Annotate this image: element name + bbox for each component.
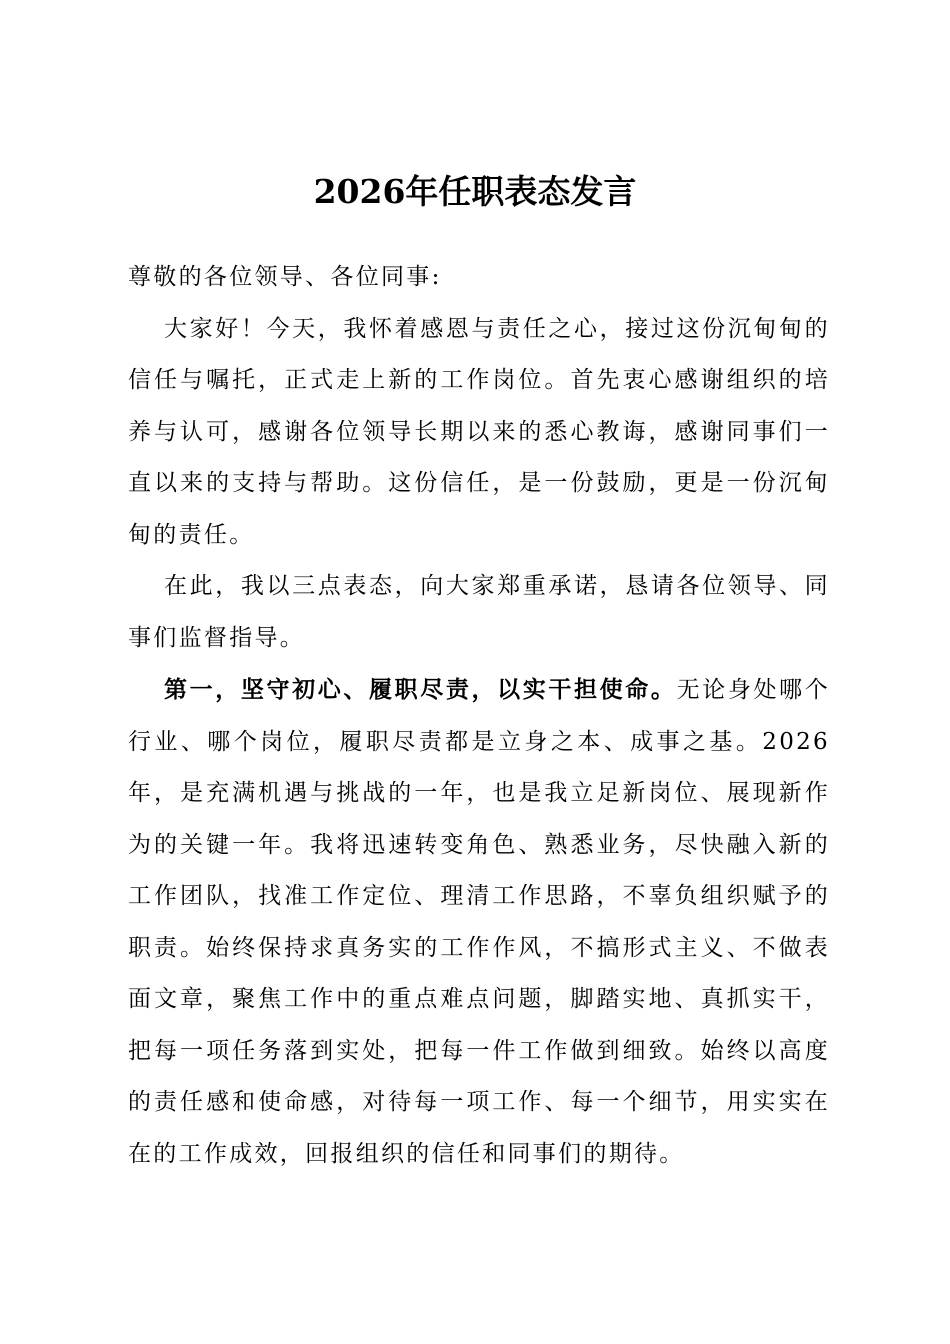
document-title: 2026年任职表态发言 xyxy=(313,172,637,211)
point-one-body: 无论身处哪个行业、哪个岗位，履职尽责都是立身之本、成事之基。2026年，是充满机遇与挑战的一年，也是我立足新岗位、展现新作为的关键一年。我将迅速转变角色、熟悉业务，尽快融入新的工作团队，找准工作定位、理清工作思路，不辜负组织赋予的职责。始终保持求真务实的工作作风，不搞形式主义、不做表面文章，聚焦工作中的重点难点问题，脚踏实地、真抓实干，把每一项任务落到实处，把每一件工作做到细致。始终以高度的责任感和使命感，对待每一项工作、每一个细节，用实实在在的工作成效，回报组织的信任和同事们的期待。 xyxy=(128,677,830,1167)
paragraph-greeting: 大家好！今天，我怀着感恩与责任之心，接过这份沉甸甸的信任与嘱托，正式走上新的工作岗位。首先衷心感谢组织的培养与认可，感谢各位领导长期以来的悉心教诲，感谢同事们一直以来的支持与帮助。这份信任，是一份鼓励，更是一份沉甸甸的责任。 xyxy=(128,315,830,548)
document-body xyxy=(128,252,830,1180)
salutation: 尊敬的各位领导、各位同事: xyxy=(128,264,442,290)
paragraph-commitment-intro: 在此，我以三点表态，向大家郑重承诺，恳请各位领导、同事们监督指导。 xyxy=(128,573,830,651)
point-one-heading: 第一，坚守初心、履职尽责，以实干担使命。 xyxy=(164,676,677,703)
paragraph-point-one xyxy=(128,664,830,1180)
